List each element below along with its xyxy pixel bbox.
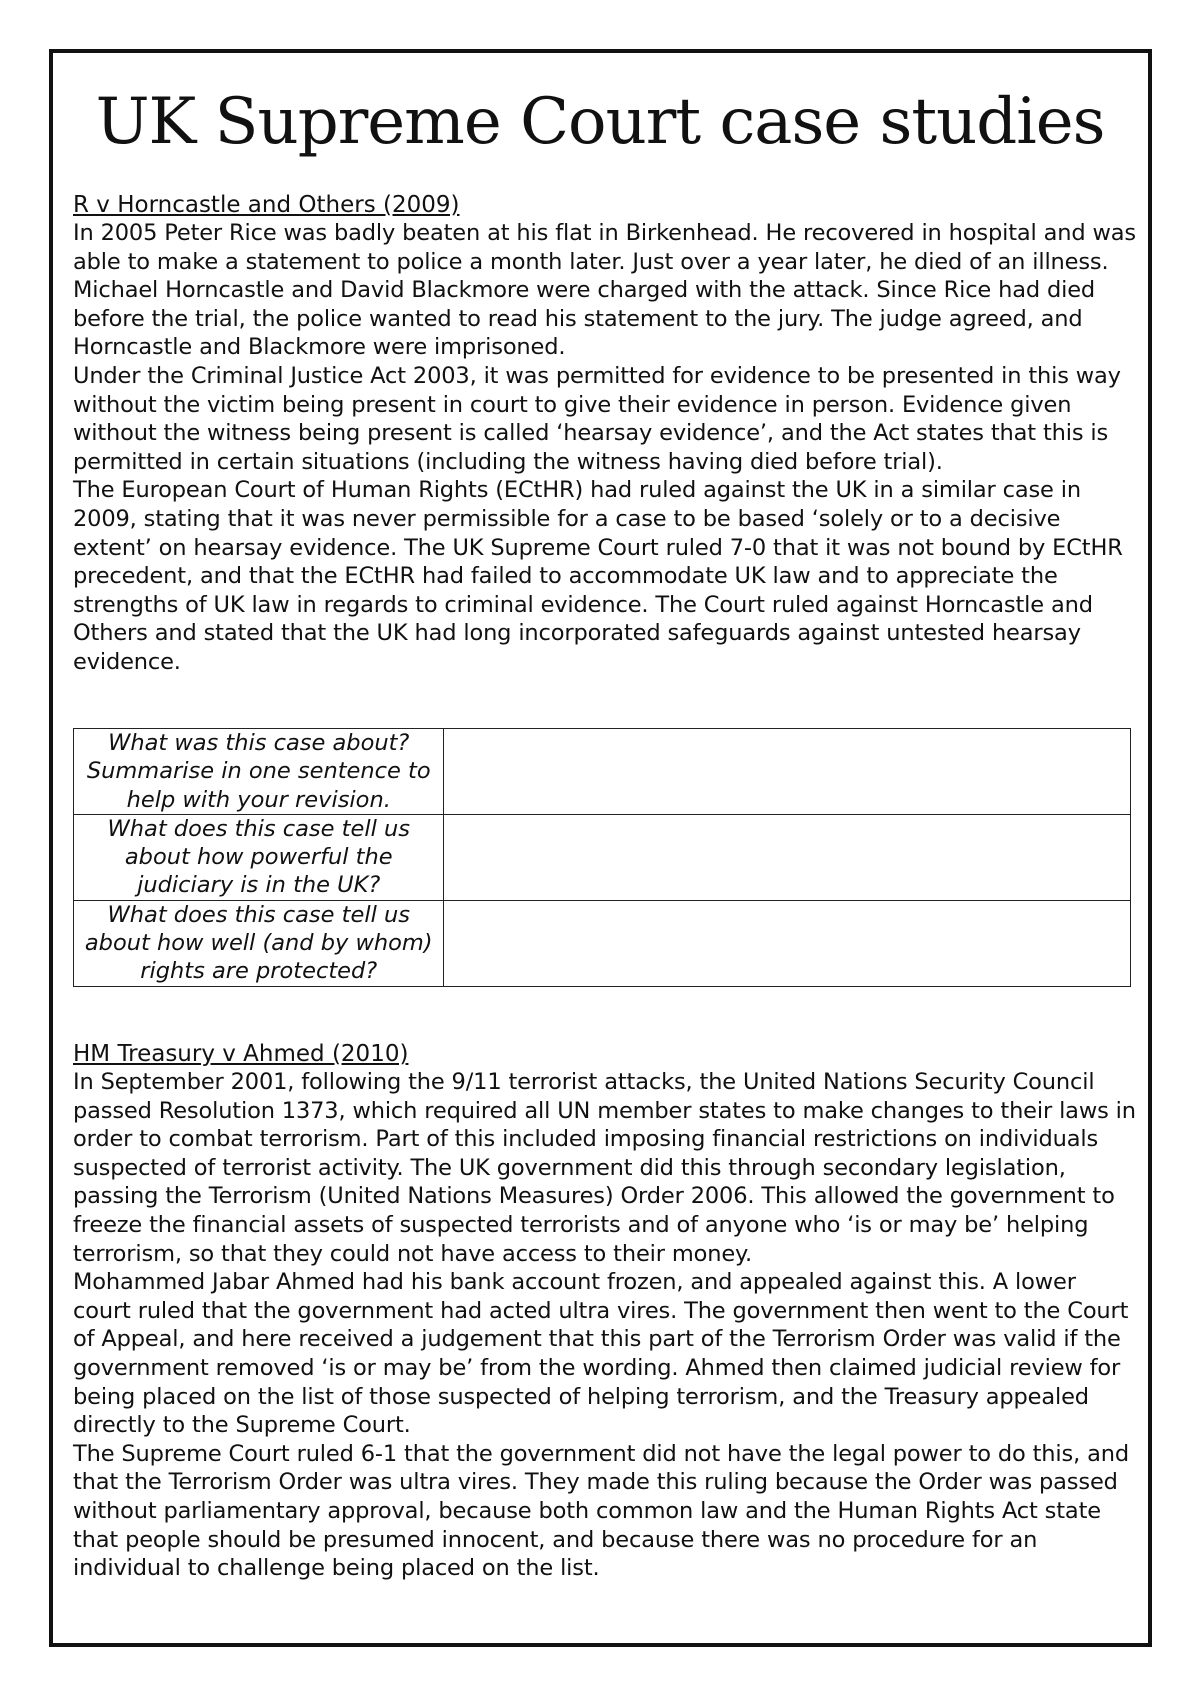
revision-table xyxy=(73,728,1131,987)
revision-question: What does this case tell us about how powerful the judiciary is in the UK? xyxy=(74,814,444,900)
case-heading: R v Horncastle and Others (2009) xyxy=(73,192,460,218)
table-row xyxy=(74,729,1131,815)
case-heading: HM Treasury v Ahmed (2010) xyxy=(73,1041,409,1067)
revision-answer-cell[interactable] xyxy=(444,814,1131,900)
case-study-horncastle xyxy=(73,191,1138,677)
table-row xyxy=(74,814,1131,900)
case-paragraph: Under the Criminal Justice Act 2003, it was permitted for evidence to be presented in this way without the victim being present in court to give their evidence in person. Evidence given without the witness being present is called ‘hearsay evidence’, and the Act states that this is permitted in certain situations (including the witness having died before trial). xyxy=(73,362,1121,475)
revision-answer-cell[interactable] xyxy=(444,729,1131,815)
page-title: UK Supreme Court case studies xyxy=(95,85,1105,159)
case-paragraph: Mohammed Jabar Ahmed had his bank account frozen, and appealed against this. A lower court ruled that the government had acted ultra vires. The government then went to the Court of Appeal, and here received a judgement that this part of the Terrorism Order was valid if the government removed ‘is or may be’ from the wording. Ahmed then claimed judicial review for being placed on the list of those suspected of helping terrorism, and the Treasury appealed directly to the Supreme Court. xyxy=(73,1269,1129,1439)
case-paragraph: The Supreme Court ruled 6-1 that the government did not have the legal power to do this, and that the Terrorism Order was ultra vires. They made this ruling because the Order was passed without parliamentary approval, because both common law and the Human Rights Act state that people should be presumed innocent, and because there was no procedure for an individual to challenge being placed on the list. xyxy=(73,1440,1129,1582)
case-paragraph: In September 2001, following the 9/11 terrorist attacks, the United Nations Security Council passed Resolution 1373, which required all UN member states to make changes to their laws in order to combat terrorism. Part of this included imposing financial restrictions on individuals suspected of terrorist activity. The UK government did this through secondary legislation, passing the Terrorism (United Nations Measures) Order 2006. This allowed the government to freeze the financial assets of suspected terrorists and of anyone who ‘is or may be’ helping terrorism, so that they could not have access to their money. xyxy=(73,1069,1136,1267)
case-study-ahmed xyxy=(73,1040,1138,1583)
case-paragraph: In 2005 Peter Rice was badly beaten at his flat in Birkenhead. He recovered in hospital and was able to make a statement to police a month later. Just over a year later, he died of an illness. Michael Horncastle and David Blackmore were charged with the attack. Since Rice had died before the trial, the police wanted to read his statement to the jury. The judge agreed, and Horncastle and Blackmore were imprisoned. xyxy=(73,220,1136,361)
revision-question: What does this case tell us about how well (and by whom) rights are protected? xyxy=(74,900,444,986)
revision-answer-cell[interactable] xyxy=(444,900,1131,986)
case-paragraph: The European Court of Human Rights (ECtHR) had ruled against the UK in a similar case in 2009, stating that it was never permissible for a case to be based ‘solely or to a decisive extent’ on hearsay evidence. The UK Supreme Court ruled 7-0 that it was not bound by ECtHR precedent, and that the ECtHR had failed to accommodate UK law and to appreciate the strengths of UK law in regards to criminal evidence. The Court ruled against Horncastle and Others and stated that the UK had long incorporated safeguards against untested hearsay evidence. xyxy=(73,477,1123,675)
table-row xyxy=(74,900,1131,986)
revision-question: What was this case about? Summarise in one sentence to help with your revision. xyxy=(74,729,444,815)
